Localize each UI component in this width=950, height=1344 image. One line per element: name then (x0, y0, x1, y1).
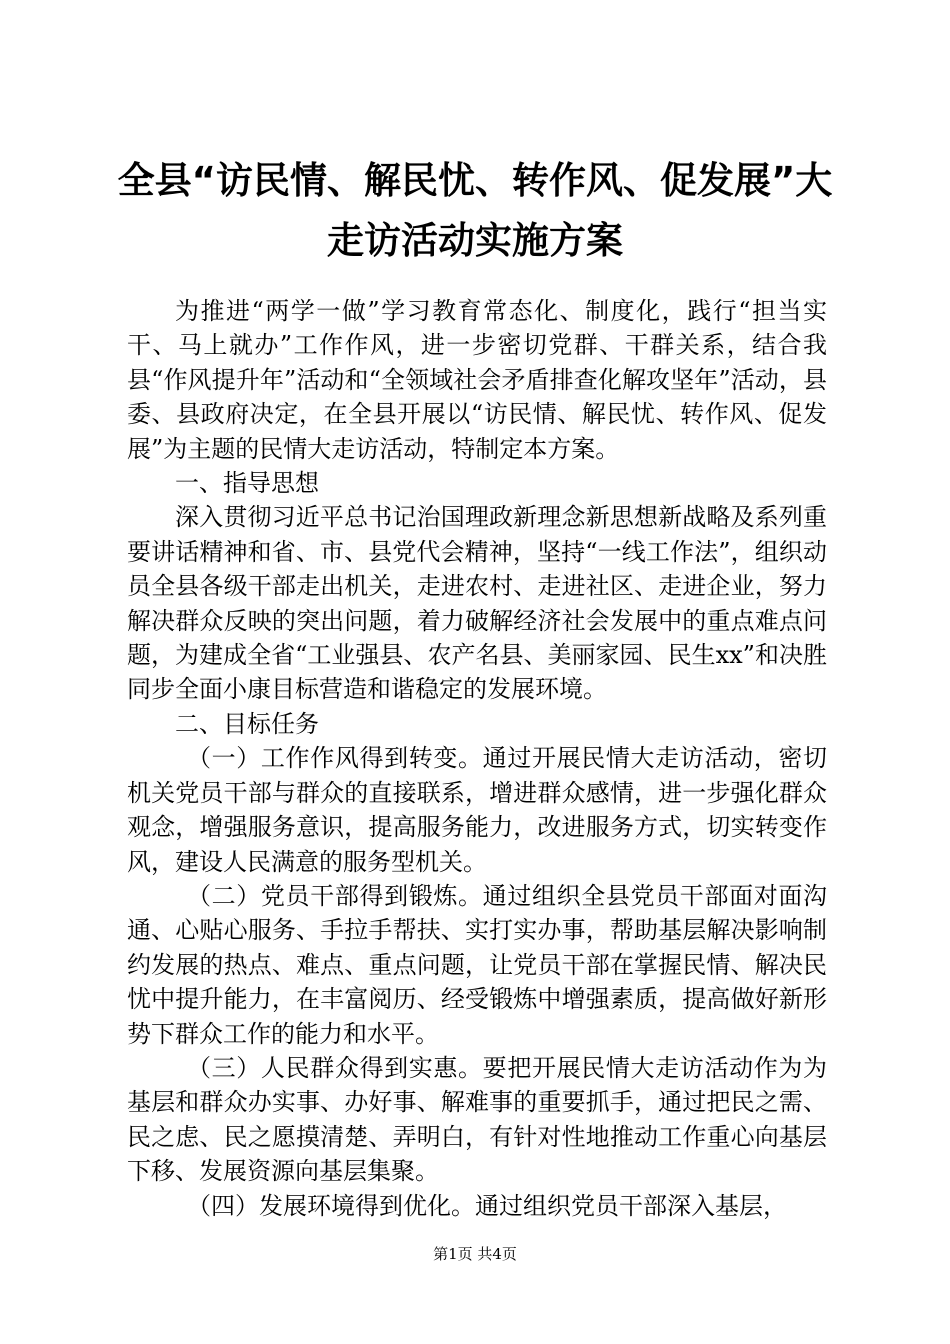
document-body (127, 294, 827, 1223)
guiding-thought-paragraph: 深入贯彻习近平总书记治国理政新理念新思想新战略及系列重要讲话精神和省、市、县党代会精神，坚持“一线工作法”，组织动员全县各级干部走出机关，走进农村、走进社区、走进企业，努力解决群众反映的突出问题，着力破解经济社会发展中的重点难点问题，为建成全省“工业强县、农产名县、美丽家园、民生xx”和决胜同步全面小康目标营造和谐稳定的发展环境。 (127, 503, 827, 704)
goal-item-4: （四）发展环境得到优化。通过组织党员干部深入基层， (187, 1191, 787, 1220)
goal-item-1: （一）工作作风得到转变。通过开展民情大走访活动，密切机关党员干部与群众的直接联系，增进群众感情，进一步强化群众观念，增强服务意识，提高服务能力，改进服务方式，切实转变作风，建设人民满意的服务型机关。 (127, 744, 827, 876)
goal-item-3: （三）人民群众得到实惠。要把开展民情大走访活动作为为基层和群众办实事、办好事、解难事的重要抓手，通过把民之需、民之虑、民之愿摸清楚、弄明白，有针对性地推动工作重心向基层下移、发展资源向基层集聚。 (127, 1053, 827, 1186)
document-title-line-1: 全县“访民情、解民忧、转作风、促发展”大 (117, 159, 833, 202)
intro-paragraph: 为推进“两学一做”学习教育常态化、制度化，践行“担当实干、马上就办”工作作风，进一步密切党群、干群关系，结合我县“作风提升年”活动和“全领域社会矛盾排查化解攻坚年”活动，县委、县政府决定，在全县开展以“访民情、解民忧、转作风、促发展”为主题的民情大走访活动，特制定本方案。 (127, 297, 827, 463)
page-number-footer: 第1页 共4页 (433, 1245, 517, 1263)
document-title-line-2: 走访活动实施方案 (327, 219, 623, 262)
section-heading-guiding-thought: 一、指导思想 (175, 469, 319, 498)
goal-item-2: （二）党员干部得到锻炼。通过组织全县党员干部面对面沟通、心贴心服务、手拉手帮扶、实打实办事，帮助基层解决影响制约发展的热点、难点、重点问题，让党员干部在掌握民情、解决民忧中提升能力，在丰富阅历、经受锻炼中增强素质，提高做好新形势下群众工作的能力和水平。 (127, 881, 827, 1048)
section-heading-goals: 二、目标任务 (175, 709, 319, 738)
